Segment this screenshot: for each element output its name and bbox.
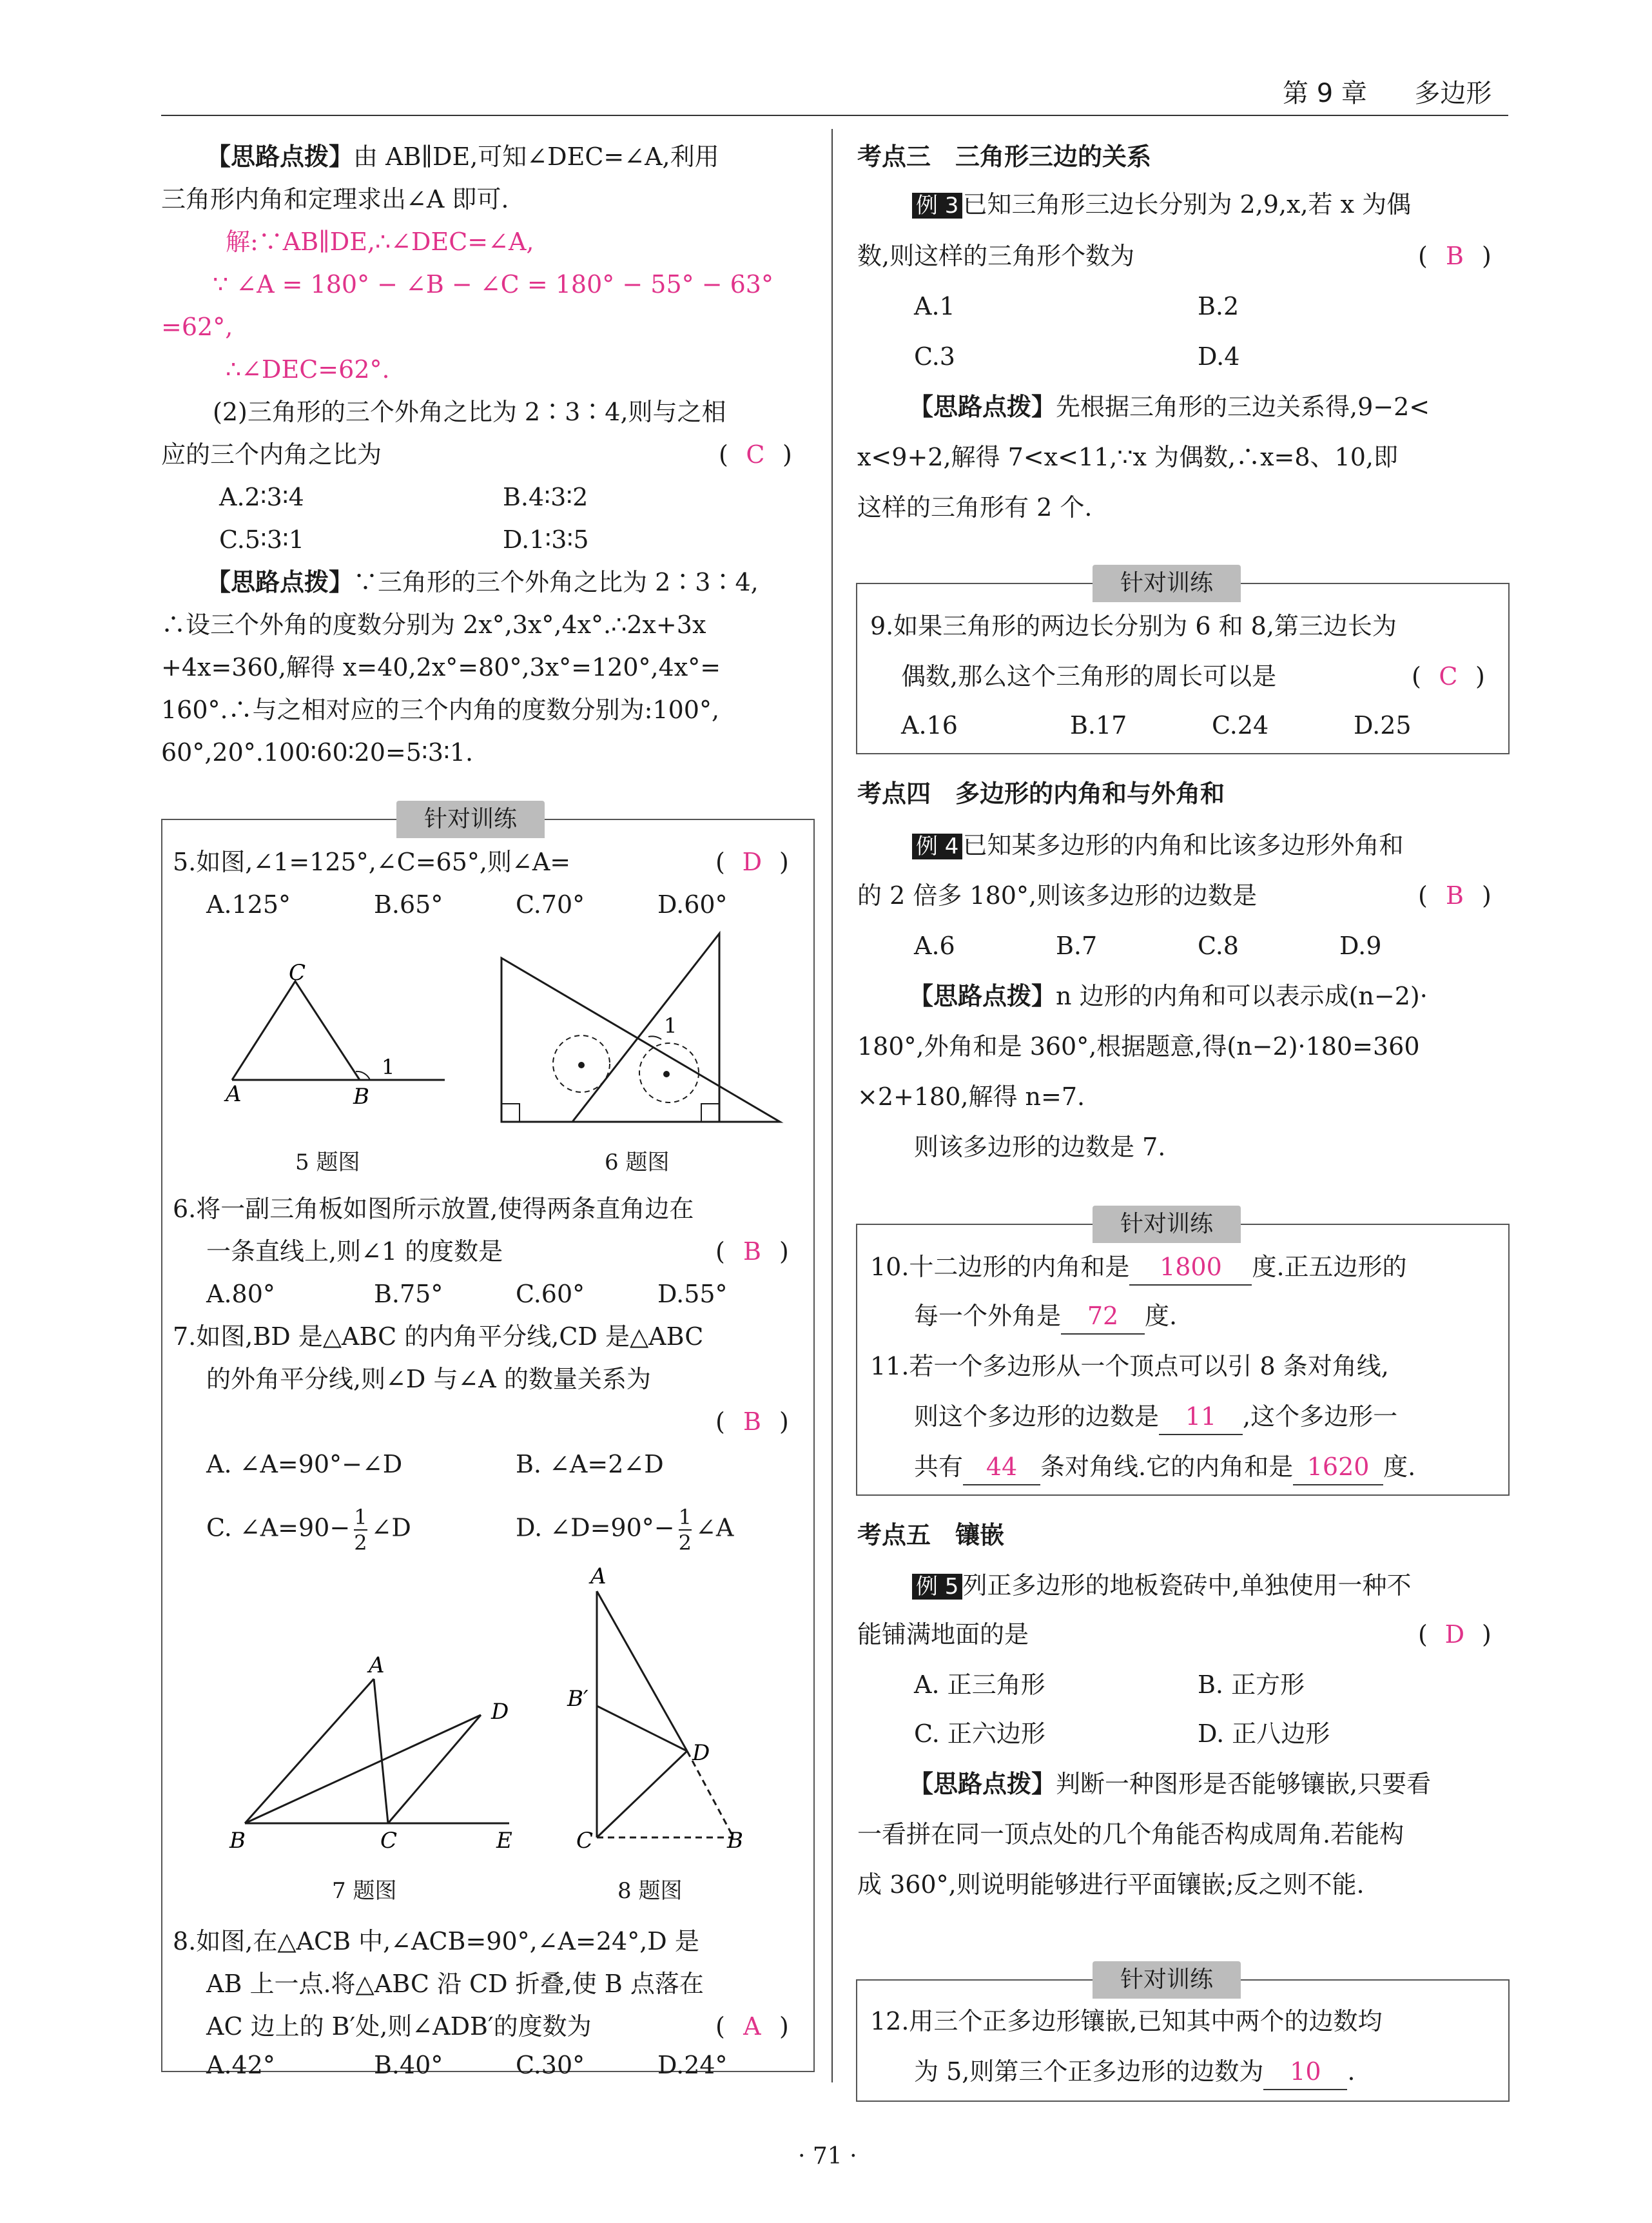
q9-line2: 偶数,那么这个三角形的周长可以是 (901, 662, 1277, 690)
q10-line1: 10.十二边形的内角和是 1800 度.正五边形的 (870, 1249, 1407, 1286)
q11-line2: 则这个多边形的边数是 11 ,这个多边形一 (914, 1399, 1397, 1435)
figure-8 (561, 1560, 754, 1857)
q12-line2: 为 5,则第三个正多边形的边数为 10 . (914, 2054, 1355, 2090)
q2-line1: (2)三角形的三个外角之比为 2∶3∶4,则与之相 (213, 398, 726, 426)
fig8-label-c: C (576, 1828, 594, 1854)
q6-option-c: C.60° (516, 1280, 585, 1308)
ex3-option-c: C.3 (914, 342, 955, 371)
fig6-triangle-small (572, 934, 719, 1122)
ex4-option-b: B.7 (1056, 932, 1098, 960)
fig5-label-a: A (226, 1081, 242, 1107)
fig7-label-e: E (496, 1828, 512, 1854)
ex3-option-b: B.2 (1198, 292, 1239, 320)
fig7-label-b: B (229, 1828, 246, 1854)
q8-line3: AC 边上的 B′处,则∠ADB′的度数为 (206, 2012, 592, 2041)
chapter-title: 多边形 (1414, 79, 1492, 108)
hint5-line1: 【思路点拨】判断一种图形是否能够镶嵌,只要看 (909, 1770, 1432, 1798)
q5-text: 5.如图,∠1=125°,∠C=65°,则∠A= (173, 848, 571, 876)
q2-option-d: D.1∶3∶5 (503, 525, 589, 554)
q2-option-a: A.2∶3∶4 (219, 483, 304, 511)
header-rule (161, 115, 1508, 116)
q11-line3: 共有 44 条对角线.它的内角和是 1620 度. (914, 1449, 1415, 1485)
fig6-right-angle-right (701, 1104, 719, 1122)
figure-5 (213, 954, 458, 1110)
solution-line1: 解:∵AB∥DE,∴∠DEC=∠A, (226, 228, 534, 256)
hint1-line1: 【思路点拨】由 AB∥DE,可知∠DEC=∠A,利用 (206, 142, 719, 171)
q11-blank3: 1620 (1293, 1449, 1383, 1485)
training-tab-right-1: 针对训练 (1093, 565, 1241, 602)
fig7-caption: 7 题图 (332, 1878, 397, 1904)
q6-option-d: D.55° (657, 1280, 728, 1308)
ex5-answer: ( D ) (1418, 1620, 1492, 1649)
hint4-line4: 则该多边形的边数是 7. (914, 1133, 1166, 1161)
figure-7 (226, 1650, 535, 1854)
q2-option-b: B.4∶3∶2 (503, 483, 588, 511)
fig7-line-ac (374, 1679, 388, 1823)
q5-option-b: B.65° (374, 890, 443, 919)
fig6-caption: 6 题图 (605, 1150, 670, 1175)
fig6-center-right (663, 1071, 670, 1077)
chapter-header (1283, 76, 1492, 111)
fig7-label-a: A (369, 1652, 385, 1678)
page-number: · 71 · (798, 2143, 857, 2169)
q2-answer: ( C ) (719, 440, 792, 469)
ex5-option-d: D. 正八边形 (1198, 1719, 1330, 1748)
training-tab-right-2: 针对训练 (1093, 1206, 1241, 1243)
ex4-option-c: C.8 (1198, 932, 1239, 960)
kp3-heading: 考点三 三角形三边的关系 (857, 142, 1152, 171)
fig5-triangle (232, 981, 360, 1080)
training-tab-left: 针对训练 (396, 801, 545, 838)
q2-option-c: C.5∶3∶1 (219, 525, 305, 554)
chapter-number: 第 9 章 (1283, 79, 1367, 108)
solution-line4: ∴∠DEC=62°. (226, 355, 390, 384)
q9-option-a: A.16 (901, 711, 958, 739)
q10-blank2: 72 (1061, 1298, 1145, 1335)
q12-blank: 10 (1263, 2054, 1347, 2090)
q10-line2: 每一个外角是 72 度. (914, 1298, 1177, 1335)
q10-blank1: 1800 (1129, 1249, 1252, 1286)
q9-answer: ( C ) (1412, 662, 1485, 690)
fig8-label-d: D (692, 1740, 710, 1766)
solution-line2: ∵ ∠A = 180° − ∠B − ∠C = 180° − 55° − 63° (213, 270, 773, 299)
q11-line1: 11.若一个多边形从一个顶点可以引 8 条对角线, (870, 1352, 1389, 1380)
ex5-option-a: A. 正三角形 (914, 1670, 1045, 1699)
q11-blank2: 44 (963, 1449, 1040, 1485)
fig6-label-1: 1 (664, 1014, 677, 1038)
figure-6 (496, 928, 786, 1135)
q7-option-a: A. ∠A=90°−∠D (206, 1450, 403, 1478)
fig5-caption: 5 题图 (295, 1150, 360, 1175)
hint5-line2: 一看拼在同一顶点处的几个角能否构成周角.若能构 (857, 1820, 1404, 1848)
q8-option-a: A.42° (206, 2051, 275, 2079)
ex3-line1: 例 3 已知三角形三边长分别为 2,9,x,若 x 为偶 (912, 187, 1411, 223)
q8-option-d: D.24° (657, 2051, 728, 2079)
q5-option-c: C.70° (516, 890, 585, 919)
q9-option-d: D.25 (1354, 711, 1412, 739)
hint2-line4: 160°.∴与之相对应的三个内角的度数分别为:100°, (161, 696, 720, 724)
q9-line1: 9.如果三角形的两边长分别为 6 和 8,第三边长为 (870, 612, 1397, 640)
q8-line2: AB 上一点.将△ABC 沿 CD 折叠,使 B 点落在 (206, 1970, 704, 1998)
fig8-label-b: B (727, 1828, 743, 1854)
hint1-line2: 三角形内角和定理求出∠A 即可. (161, 185, 509, 213)
ex5-option-c: C. 正六边形 (914, 1719, 1045, 1748)
hint3-line3: 这样的三角形有 2 个. (857, 493, 1093, 522)
ex4-line2: 的 2 倍多 180°,则该多边形的边数是 (857, 881, 1258, 910)
fig8-caption: 8 题图 (617, 1878, 683, 1904)
q7-option-b: B. ∠A=2∠D (516, 1450, 664, 1478)
ex5-line2: 能铺满地面的是 (857, 1620, 1029, 1649)
hint2-line2: ∴设三个外角的度数分别为 2x°,3x°,4x°.∴2x+3x (161, 611, 706, 639)
ex3-answer: ( B ) (1418, 242, 1492, 270)
q6-option-a: A.80° (206, 1280, 275, 1308)
ex4-option-d: D.9 (1339, 932, 1382, 960)
solution-line3: =62°, (161, 313, 233, 341)
q7-line1: 7.如图,BD 是△ABC 的内角平分线,CD 是△ABC (173, 1322, 704, 1351)
q6-line2: 一条直线上,则∠1 的度数是 (206, 1237, 503, 1266)
hint3-line1: 【思路点拨】先根据三角形的三边关系得,9−2< (909, 393, 1430, 421)
q8-line1: 8.如图,在△ACB 中,∠ACB=90°,∠A=24°,D 是 (173, 1927, 699, 1955)
fig5-label-b: B (353, 1084, 369, 1110)
hint3-line2: x<9+2,解得 7<x<11,∵x 为偶数,∴x=8、10,即 (857, 443, 1398, 471)
q2-line2: 应的三个内角之比为 (161, 440, 382, 469)
hint4-line2: 180°,外角和是 360°,根据题意,得(n−2)·180=360 (857, 1032, 1420, 1061)
fig5-label-c: C (289, 960, 306, 986)
ex4-line1: 例 4 已知某多边形的内角和比该多边形外角和 (912, 828, 1403, 864)
ex5-line1: 例 5 列正多边形的地板瓷砖中,单独使用一种不 (912, 1568, 1412, 1604)
fig8-line-ad (597, 1591, 687, 1751)
fig7-line-cd (388, 1715, 481, 1823)
q6-line1: 6.将一副三角板如图所示放置,使得两条直角边在 (173, 1195, 694, 1223)
training-tab-right-3: 针对训练 (1093, 1961, 1241, 1999)
q8-option-c: C.30° (516, 2051, 585, 2079)
fig5-label-1: 1 (382, 1055, 395, 1079)
q8-option-b: B.40° (374, 2051, 443, 2079)
fig7-label-d: D (491, 1699, 509, 1725)
ex5-option-b: B. 正方形 (1198, 1670, 1305, 1699)
q9-option-c: C.24 (1212, 711, 1269, 739)
ex3-option-d: D.4 (1198, 342, 1240, 371)
hint4-line3: ×2+180,解得 n=7. (857, 1082, 1085, 1111)
kp5-heading: 考点五 镶嵌 (857, 1521, 1005, 1549)
fig6-center-left (578, 1062, 585, 1068)
q6-answer: ( B ) (715, 1237, 789, 1266)
q7-option-d: D. ∠D=90°− $\frac{1}{2}$ ∠A (516, 1505, 734, 1555)
ex4-answer: ( B ) (1418, 881, 1492, 910)
q7-option-c: C. ∠A=90− $\frac{1}{2}$ ∠D (206, 1505, 411, 1555)
fig6-right-angle-left (501, 1104, 520, 1122)
fig8-label-a: A (590, 1563, 607, 1589)
ex3-option-a: A.1 (914, 292, 955, 320)
q12-line1: 12.用三个正多边形镶嵌,已知其中两个的边数均 (870, 2007, 1383, 2035)
q7-answer: ( B ) (715, 1407, 789, 1436)
q5-answer: ( D ) (715, 848, 789, 876)
q5-option-a: A.125° (206, 890, 291, 919)
q6-option-b: B.75° (374, 1280, 443, 1308)
ex4-option-a: A.6 (914, 932, 955, 960)
kp4-heading: 考点四 多边形的内角和与外角和 (857, 779, 1225, 808)
q5-option-d: D.60° (657, 890, 728, 919)
fig7-line-bd (245, 1715, 481, 1823)
hint2-line3: +4x=360,解得 x=40,2x°=80°,3x°=120°,4x°= (161, 653, 721, 681)
q11-blank1: 11 (1159, 1399, 1243, 1435)
fig8-label-bprime: B′ (567, 1686, 588, 1712)
fig6-triangle-large (501, 958, 780, 1122)
hint5-line3: 成 360°,则说明能够进行平面镶嵌;反之则不能. (857, 1870, 1365, 1899)
ex3-line2: 数,则这样的三角形个数为 (857, 242, 1135, 270)
q9-option-b: B.17 (1070, 711, 1127, 739)
fig7-line-ba (245, 1679, 374, 1823)
q8-answer: ( A ) (715, 2012, 789, 2041)
column-divider (831, 129, 833, 2082)
fig7-label-c: C (380, 1828, 398, 1854)
fig8-line-cd (597, 1751, 687, 1837)
hint2-line1: 【思路点拨】∵三角形的三个外角之比为 2∶3∶4, (206, 568, 759, 596)
fig6-angle-arc (648, 1036, 661, 1039)
hint4-line1: 【思路点拨】n 边形的内角和可以表示成(n−2)· (909, 982, 1428, 1010)
hint2-line5: 60°,20°.100∶60∶20=5∶3∶1. (161, 738, 474, 767)
q7-line2: 的外角平分线,则∠D 与∠A 的数量关系为 (206, 1365, 651, 1393)
